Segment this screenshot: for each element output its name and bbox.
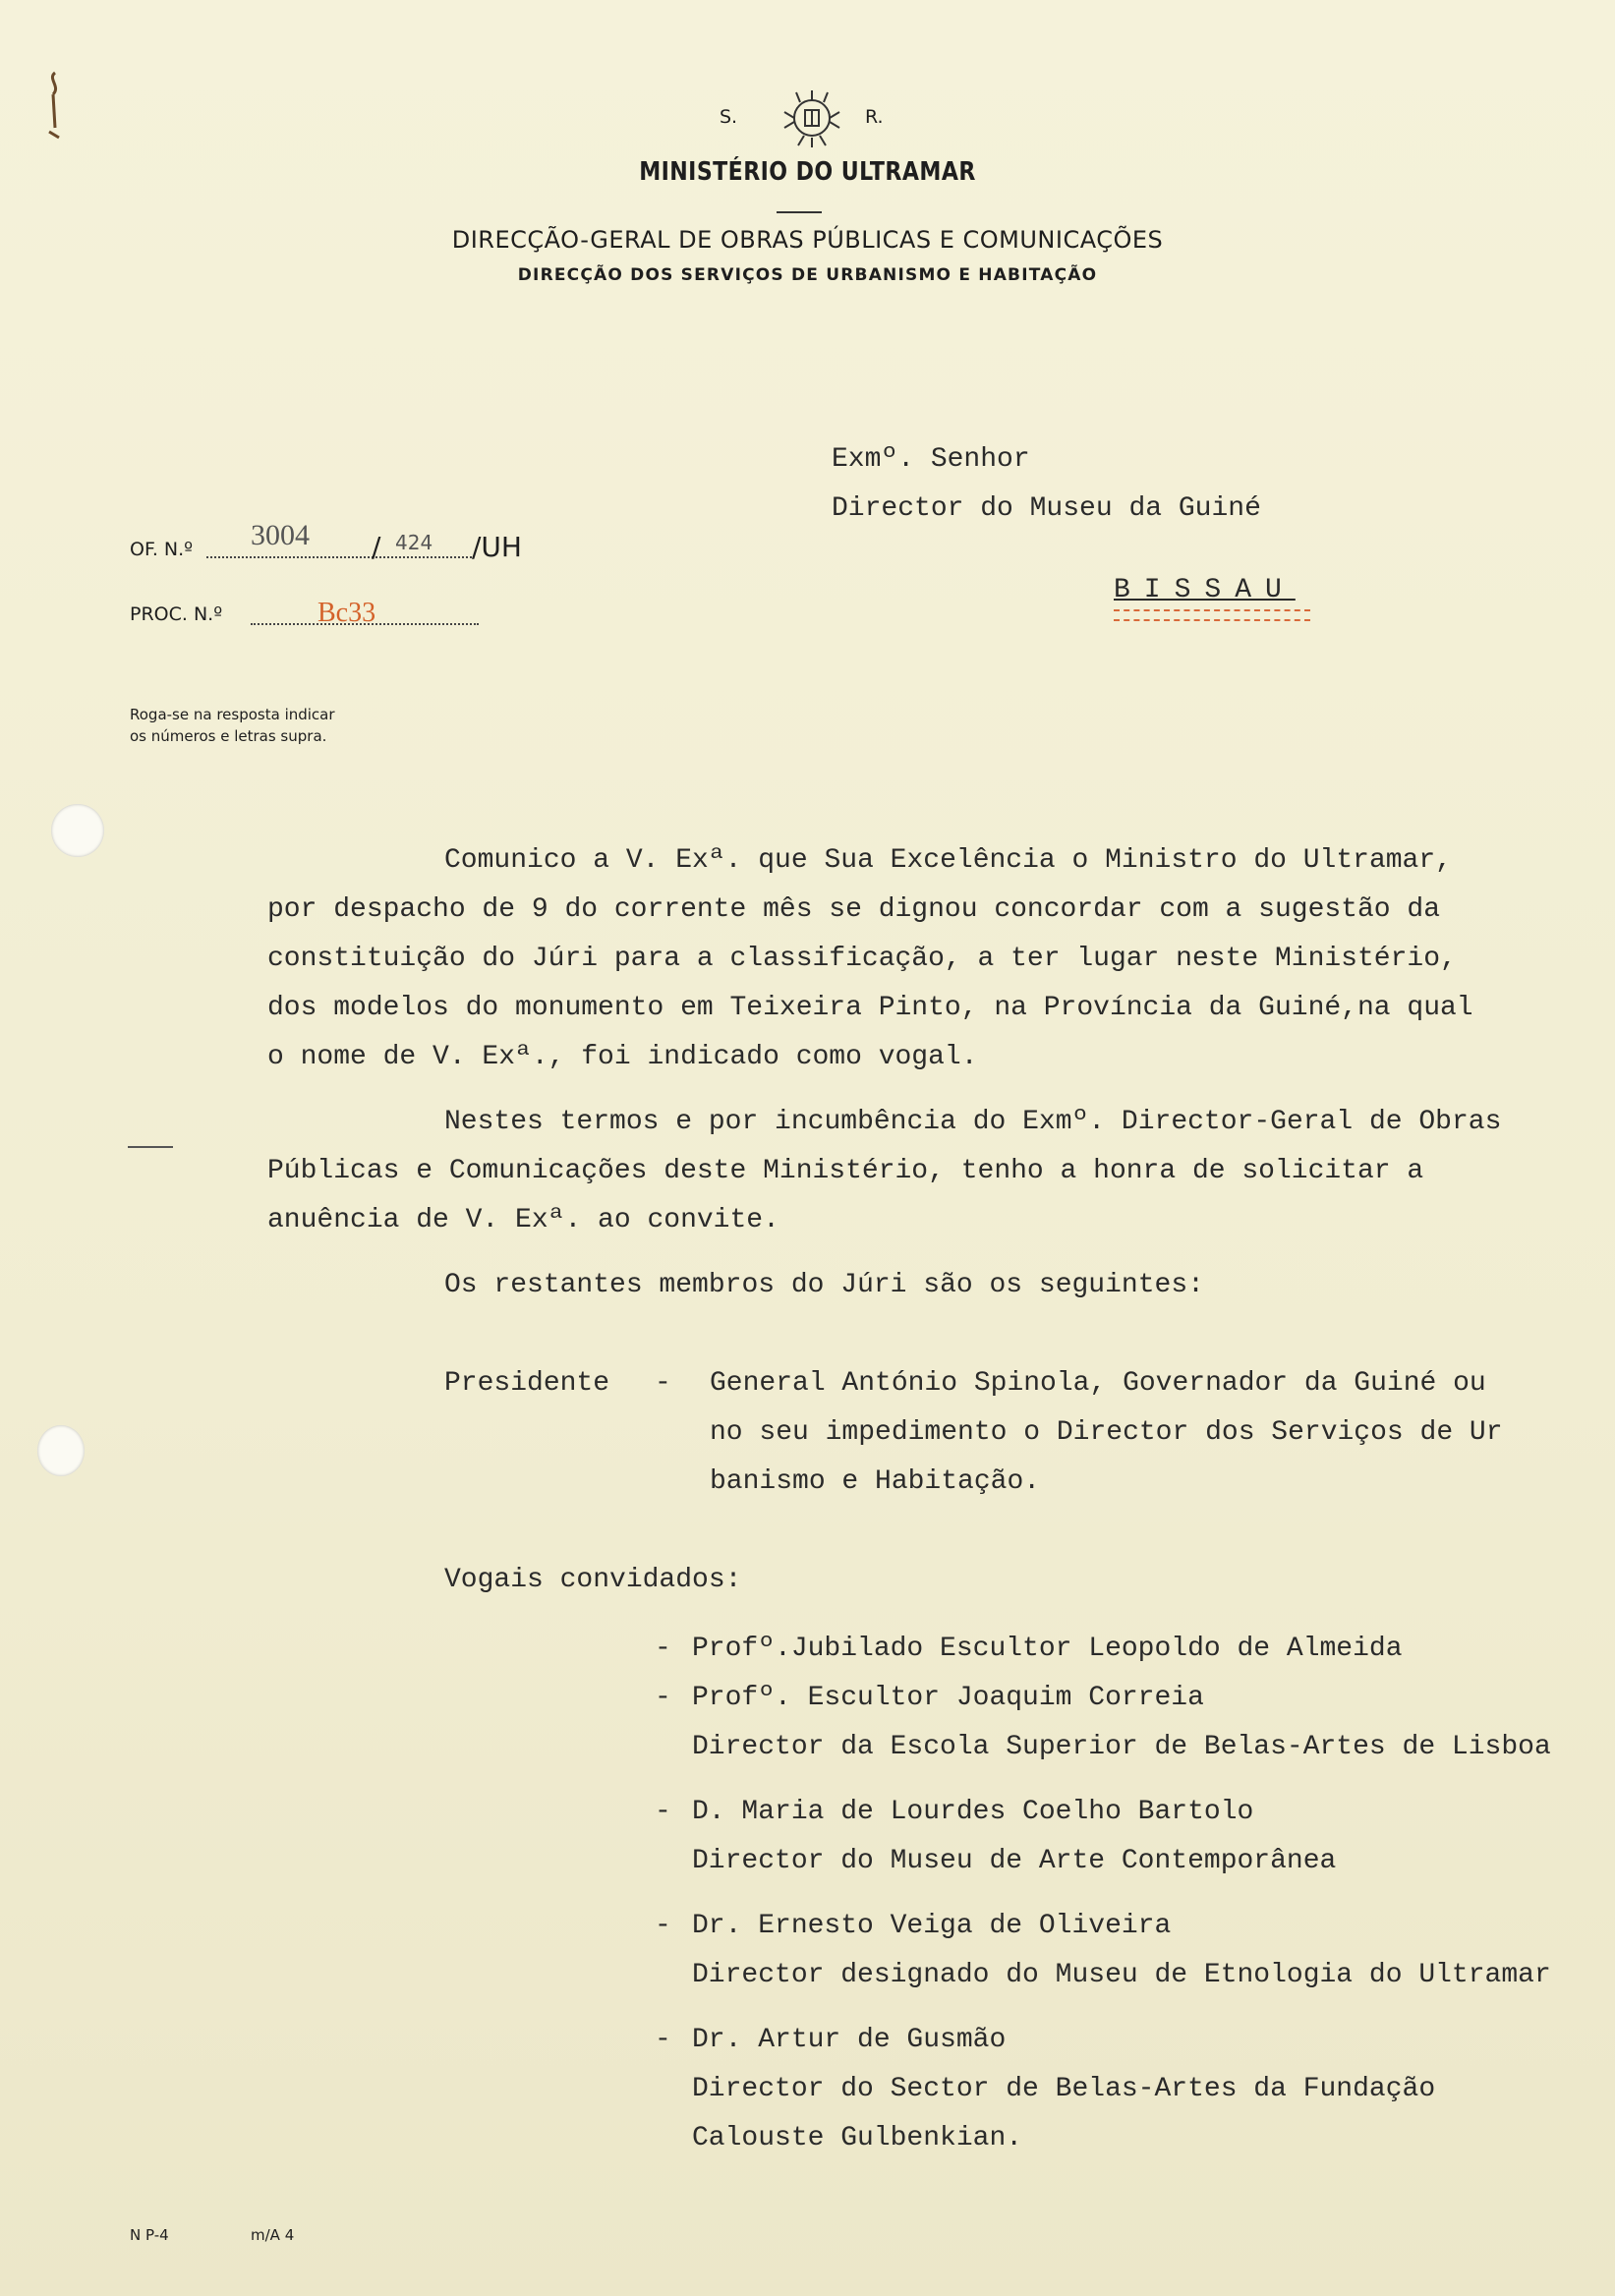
staple-mark-icon [43,69,73,157]
vogal-line: Profº.Jubilado Escultor Leopoldo de Almeida [692,1634,1403,1664]
punch-hole [51,804,104,857]
proc-label: PROC. N.º [130,603,223,625]
of-label: OF. N.º [130,539,194,560]
header-divider [777,211,822,213]
of-number: 3004 [251,519,310,551]
body-line: Nestes termos e por incumbência do Exmº. Director-Geral de Obras [444,1107,1502,1137]
footer-paper-size: m/A 4 [251,2226,295,2244]
president-line: no seu impedimento o Director dos Serviços de Ur [710,1417,1503,1448]
body-line: constituição do Júri para a classificação, a ter lugar neste Ministério, [267,944,1457,974]
margin-fold-mark [128,1146,173,1148]
vogal-dash: - [655,1797,671,1827]
addressee-title: Director do Museu da Guiné [832,493,1261,524]
city-double-underline [1114,609,1310,621]
of-separator: / [372,531,381,563]
ministry-title: MINISTÉRIO DO ULTRAMAR [639,157,976,187]
r-letter: R. [865,106,884,128]
s-letter: S. [720,106,738,128]
president-line: General António Spinola, Governador da Guiné ou [710,1368,1486,1399]
vogal-line: Director designado do Museu de Etnologia do Ultramar [692,1960,1551,1990]
salutation: Exmº. Senhor [832,444,1030,475]
vogal-line: Dr. Ernesto Veiga de Oliveira [692,1911,1172,1941]
footer-form-code: N P-4 [130,2226,169,2244]
body-line: dos modelos do monumento em Teixeira Pinto, na Província da Guiné,na qual [267,993,1473,1023]
vogal-line: Dr. Artur de Gusmão [692,2025,1007,2055]
vogal-line: Calouste Gulbenkian. [692,2123,1023,2153]
of-dotted-line [206,556,472,558]
vogal-dash: - [655,2025,671,2055]
punch-hole [37,1425,85,1476]
vogal-line: Director do Sector de Belas-Artes da Fundação [692,2074,1436,2104]
vogal-line: Director da Escola Superior de Belas-Artes de Lisboa [692,1732,1551,1762]
body-line: Públicas e Comunicações deste Ministério, tenho a honra de solicitar a [267,1156,1424,1186]
body-line: Comunico a V. Exª. que Sua Excelência o Ministro do Ultramar, [444,845,1452,876]
addressee-city: BISSAU [1114,575,1296,605]
president-label: Presidente [444,1368,610,1399]
reply-note: Roga-se na resposta indicar os números e letras supra. [130,706,335,745]
vogal-dash: - [655,1634,671,1664]
proc-number: Bc33 [317,598,376,628]
vogal-line: D. Maria de Lourdes Coelho Bartolo [692,1797,1254,1827]
body-line: o nome de V. Exª., foi indicado como vogal. [267,1042,978,1072]
of-number-2: 424 [395,531,433,554]
vogais-label: Vogais convidados: [444,1565,742,1595]
president-line: banismo e Habitação. [710,1466,1041,1497]
vogal-dash: - [655,1683,671,1713]
coat-of-arms-icon [782,88,841,149]
of-suffix: /UH [472,531,522,563]
vogal-dash: - [655,1911,671,1941]
directorate-services: DIRECÇÃO DOS SERVIÇOS DE URBANISMO E HABITAÇÃO [517,265,1098,285]
vogal-line: Director do Museu de Arte Contemporânea [692,1846,1337,1876]
directorate-general: DIRECÇÃO-GERAL DE OBRAS PÚBLICAS E COMUNICAÇÕES [451,226,1164,254]
body-line: anuência de V. Exª. ao convite. [267,1205,779,1235]
vogal-line: Profº. Escultor Joaquim Correia [692,1683,1204,1713]
president-dash: - [655,1368,671,1399]
jury-intro: Os restantes membros do Júri são os seguintes: [444,1270,1204,1300]
body-line: por despacho de 9 do corrente mês se dignou concordar com a sugestão da [267,894,1440,925]
